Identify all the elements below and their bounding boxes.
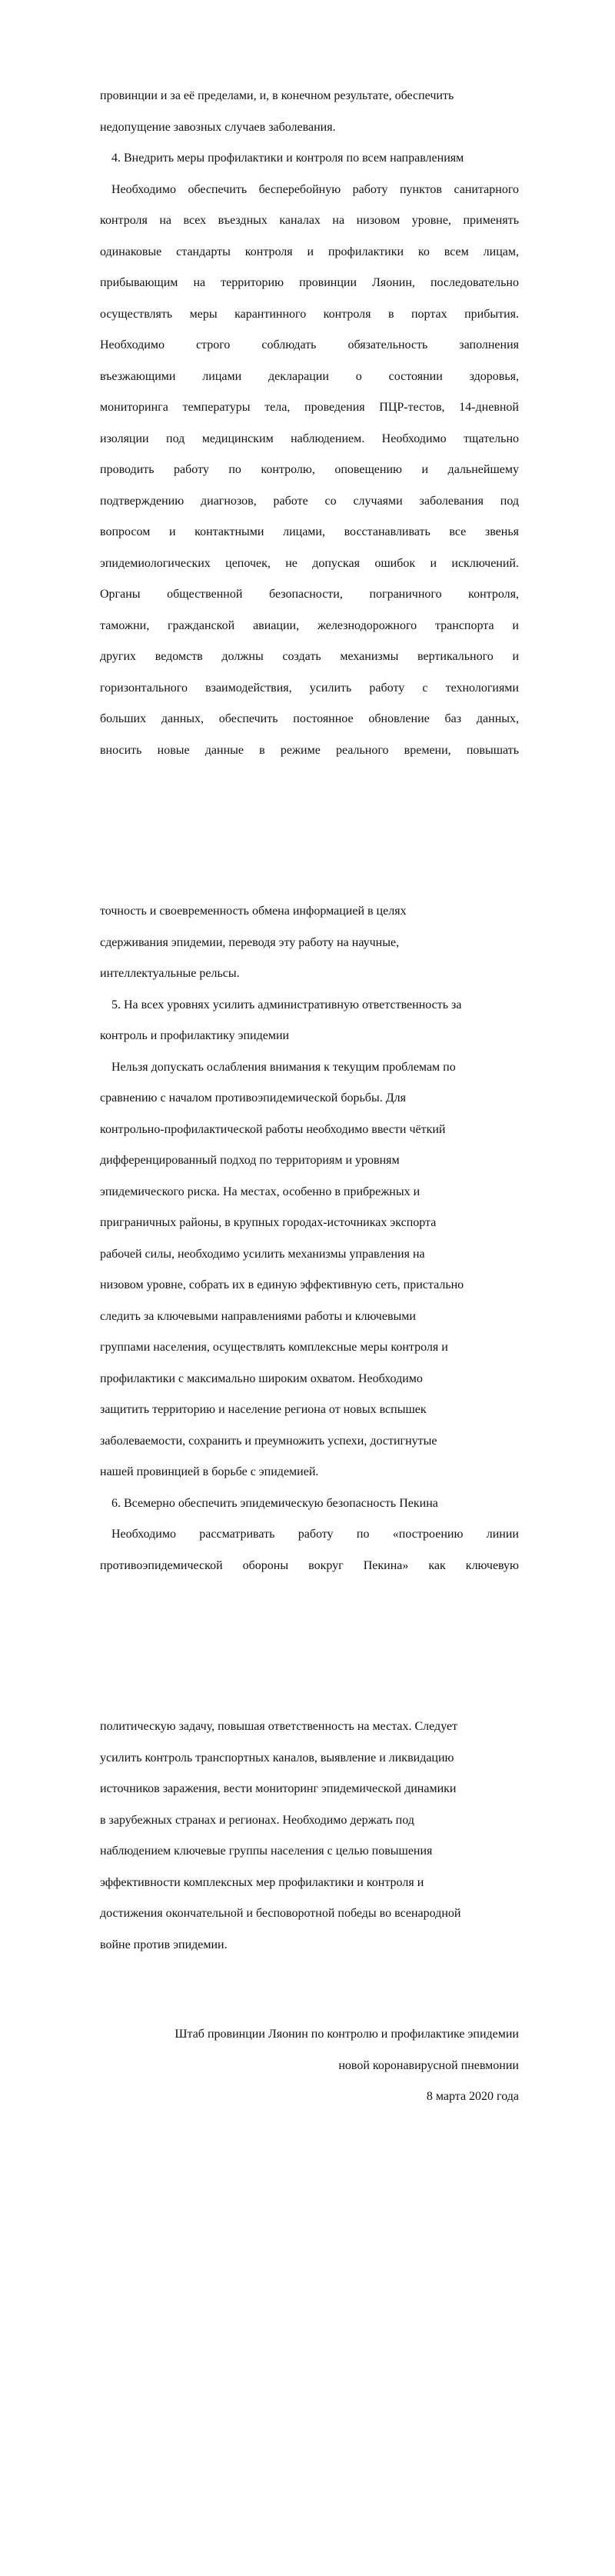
signature-block [100,2019,519,2113]
text-block-2 [100,896,519,1581]
paragraph-continuation: провинции и за её пределами, и, в конечном результате, обеспечить недопущение завозных случаев заболевания. [100,89,454,134]
paragraph-section-5: Нельзя допускать ослабления внимания к текущим проблемам по сравнению с началом противоэпидемической борьбы. Для контрольно-профилактической работы необходимо ввести чёткий дифференцированный подход по территориям и уровням эпидемического риска. На местах, особенно в прибрежных и приграничных районы, в крупных городах-источниках экспорта рабочей силы, необходимо усилить механизмы управления на низовом уровне, собрать их в единую эффективную сеть, пристально следить за ключевыми направлениями работы и ключевыми группами населения, осуществлять комплексные меры контроля и профилактики с максимально широким охватом. Необходимо защитить территорию и население региона от новых вспышек заболеваемости, сохранить и преумножить успехи, достигнутые нашей провинцией в борьбе с эпидемией. [100,1060,464,1478]
section-heading-6: 6. Всемерно обеспечить эпидемическую безопасность Пекина [111,1496,438,1510]
paragraph-section-4: Необходимо обеспечить бесперебойную работу пунктов санитарного контроля на всех въездных каналах на низовом уровне, применять одинаковые стандарты контроля и профилактики ко всем лицам, прибывающим на территорию провинции Ляонин, последовательно осуществлять меры карантинного контроля в портах прибытия. Необходимо строго соблюдать обязательность заполнения въезжающими лицами декларации о состоянии здоровья, мониторинга температуры тела, проведения ПЦР-тестов, 14-дневной изоляции под медицинским наблюдением. Необходимо тщательно проводить работу по контролю, оповещению и дальнейшему подтверждению диагнозов, работе со случаями заболевания под вопросом и контактными лицами, восстанавливать все звенья эпидемиологических цепочек, не допуская ошибок и исключений. Органы общественной безопасности, пограничного контроля, таможни, гражданской авиации, железнодорожного транспорта и других ведомств должны создать механизмы вертикального и горизонтального взаимодействия, усилить работу с технологиями больших данных, обеспечить постоянное обновление баз данных, вносить новые данные в режиме реального времени, повышать [100,182,519,757]
section-heading-4: 4. Внедрить меры профилактики и контроля по всем направлениям [111,152,464,165]
paragraph-section-6: Необходимо рассматривать работу по «построению линии противоэпидемической обороны вокруг Пекина» как ключевую [100,1528,519,1572]
paragraph-continuation: политическую задачу, повышая ответственность на местах. Следует усилить контроль транспортных каналов, выявление и ликвидацию источников заражения, вести мониторинг эпидемической динамики в зарубежных странах и регионах. Необходимо держать под наблюдением ключевые группы населения с целью повышения эффективности комплексных мер профилактики и контроля и достижения окончательной и бесповоротной победы во всенародной войне против эпидемии. [100,1720,461,1951]
signature-date: 8 марта 2020 года [426,2090,519,2103]
signature-line-1: Штаб провинции Ляонин по контролю и профилактике эпидемии [175,2028,519,2041]
paragraph-continuation: точность и своевременность обмена информацией в целях сдерживания эпидемии, переводя эту работу на научные, интеллектуальные рельсы. [100,905,407,980]
text-block-3 [100,1711,519,1961]
signature-line-2: новой коронавирусной пневмонии [338,2058,519,2072]
section-heading-5: 5. На всех уровнях усилить административную ответственность за контроль и профилактику эпидемии [100,998,462,1042]
text-block-1 [100,81,519,766]
